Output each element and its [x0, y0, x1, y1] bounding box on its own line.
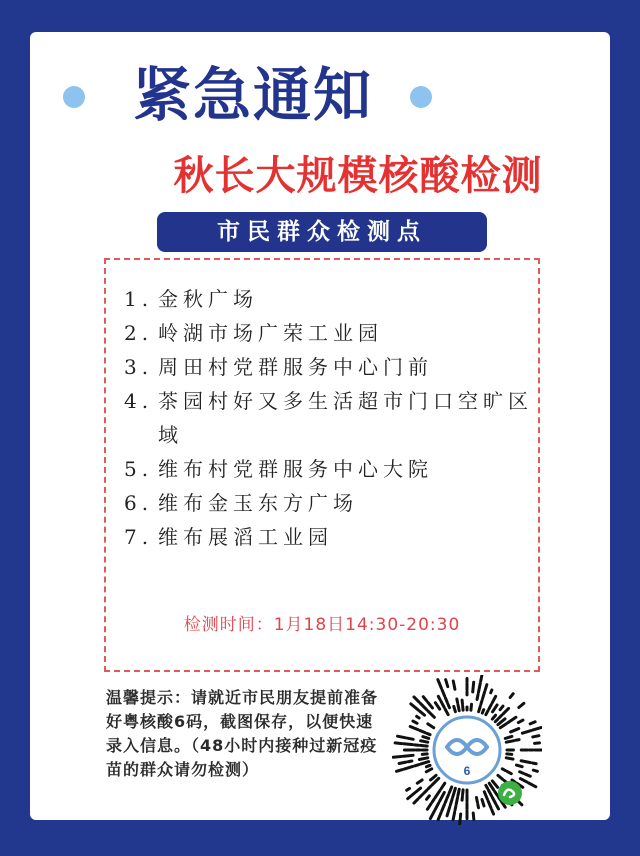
site-item — [124, 486, 534, 520]
site-list — [124, 282, 534, 554]
mini-program-qr-code-icon[interactable] — [392, 675, 542, 825]
site-item — [124, 520, 534, 554]
site-list-box — [104, 258, 540, 672]
section-label: 市民群众检测点 — [157, 212, 487, 252]
site-item — [124, 282, 534, 316]
test-time: 检测时间：1月18日14:30-20:30 — [183, 615, 461, 635]
qr-center-label: 6 — [463, 764, 471, 778]
site-name: 金秋广场 — [158, 287, 258, 311]
site-name: 茶园村好又多生活超市门口空旷区域 — [158, 389, 533, 447]
site-name: 维布展滔工业园 — [158, 525, 333, 549]
site-number: 1. — [124, 287, 154, 311]
site-item — [124, 384, 534, 452]
reminder-text: 温馨提示：请就近市民朋友提前准备好粤核酸6码，截图保存，以便快速录入信息。（48小时内接种过新冠疫苗的群众请勿检测） — [106, 688, 379, 779]
site-item — [124, 452, 534, 486]
site-number: 6. — [124, 491, 154, 515]
site-name: 维布村党群服务中心大院 — [158, 457, 433, 481]
site-number: 5. — [124, 457, 154, 481]
site-name: 周田村党群服务中心门前 — [158, 355, 433, 379]
decorative-dot-left — [63, 86, 85, 108]
decorative-dot-right — [410, 86, 432, 108]
site-item — [124, 316, 534, 350]
title-row — [30, 60, 610, 130]
site-name: 维布金玉东方广场 — [158, 491, 358, 515]
main-title: 紧急通知 — [132, 61, 373, 129]
site-number: 4. — [124, 389, 154, 413]
notice-card — [30, 32, 610, 820]
site-number: 3. — [124, 355, 154, 379]
site-number: 7. — [124, 525, 154, 549]
site-number: 2. — [124, 321, 154, 345]
sub-title: 秋长大规模核酸检测 — [173, 153, 543, 199]
site-name: 岭湖市场广荣工业园 — [158, 321, 383, 345]
site-item — [124, 350, 534, 384]
